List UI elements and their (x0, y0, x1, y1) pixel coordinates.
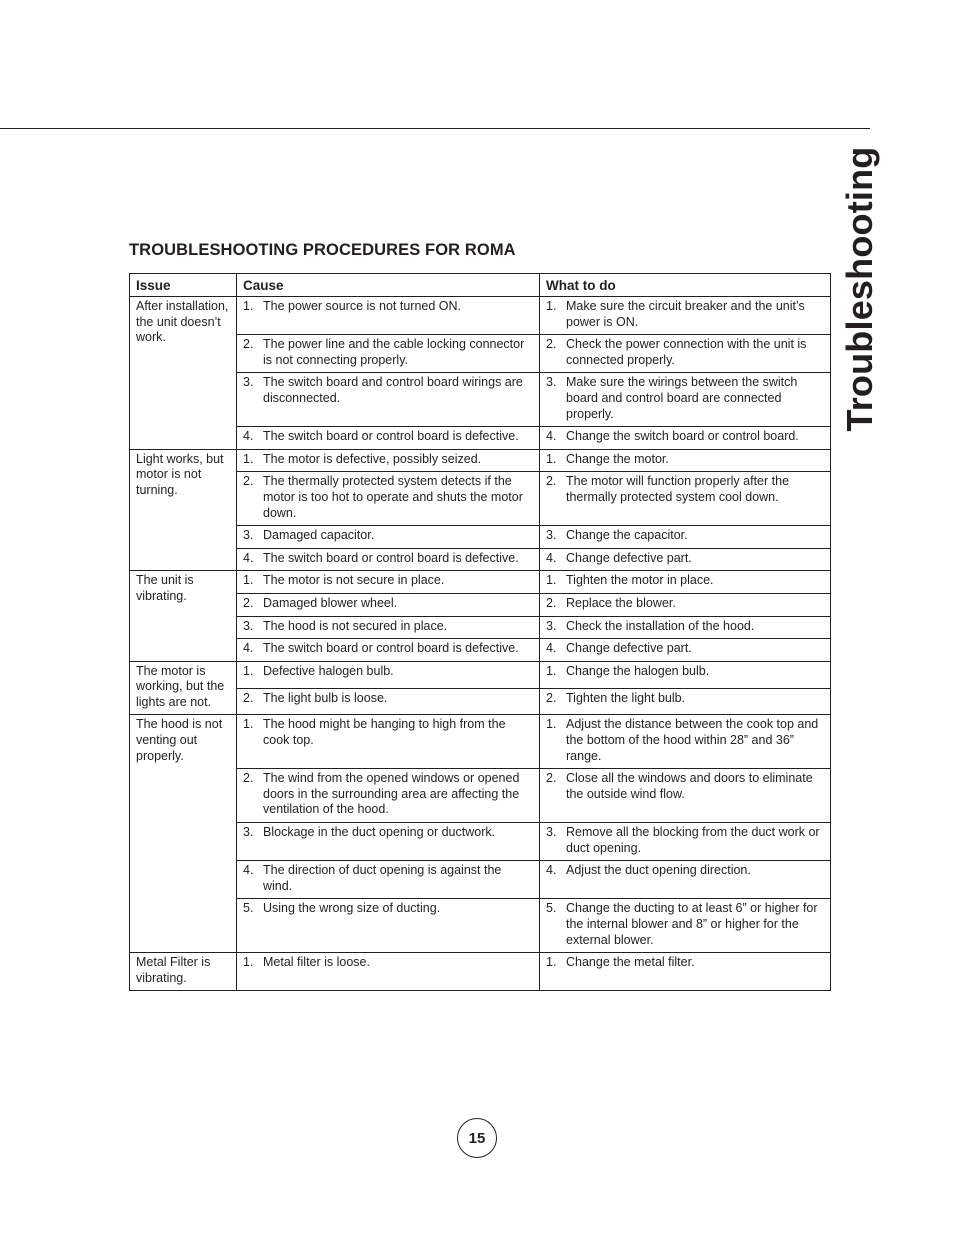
cause-cell (237, 769, 540, 823)
cause-text: The power line and the cable locking connector is not connecting properly. (263, 337, 525, 367)
what-to-do-text: Make sure the wirings between the switch board and control board are connected properly. (566, 375, 798, 421)
what-to-do-cell (540, 715, 831, 769)
what-to-do-text: Tighten the light bulb. (566, 690, 686, 705)
what-to-do-text: Change the motor. (566, 451, 669, 466)
top-rule (0, 128, 870, 129)
cause-cell (237, 373, 540, 427)
cause-cell (237, 661, 540, 688)
what-to-do-cell (540, 616, 831, 639)
cause-text: The direction of duct opening is against the wind. (263, 863, 502, 893)
what-to-do-text: Change defective part. (566, 641, 692, 656)
issue-cell: The unit is vibrating. (130, 571, 237, 661)
item-number: 4. (546, 641, 557, 656)
cause-text: Damaged blower wheel. (263, 595, 398, 610)
item-number: 2. (243, 595, 254, 610)
item-number: 1. (243, 955, 254, 970)
cause-text: The light bulb is loose. (263, 690, 388, 705)
side-section-title (838, 146, 882, 432)
what-to-do-cell (540, 373, 831, 427)
item-number: 1. (243, 663, 254, 678)
item-number: 1. (243, 717, 254, 732)
item-number: 1. (546, 299, 557, 313)
cause-text: Using the wrong size of ducting. (263, 901, 441, 916)
item-number: 2. (546, 474, 557, 489)
what-to-do-text: Adjust the duct opening direction. (566, 863, 751, 878)
what-to-do-cell (540, 449, 831, 472)
item-number: 3. (546, 375, 557, 390)
item-number: 2. (243, 771, 254, 786)
cause-text: The wind from the opened windows or opened doors in the surrounding area are affecting the ventilation of the hood. (263, 771, 520, 817)
item-number: 3. (243, 825, 254, 840)
issue-cell: The hood is not venting out properly. (130, 715, 237, 953)
table-row (130, 449, 831, 472)
troubleshooting-table (129, 273, 831, 991)
what-to-do-text: Change the switch board or control board. (566, 429, 799, 444)
cause-text: The switch board or control board is defective. (263, 550, 519, 565)
issue-cell: Light works, but motor is not turning. (130, 449, 237, 571)
cause-text: The switch board and control board wirings are disconnected. (263, 375, 523, 405)
table-row (130, 953, 831, 991)
cause-cell (237, 427, 540, 450)
page-number: 15 (468, 1129, 486, 1147)
what-to-do-text: Change the capacitor. (566, 528, 688, 543)
what-to-do-cell (540, 526, 831, 549)
what-to-do-cell (540, 571, 831, 594)
cause-text: Blockage in the duct opening or ductwork. (263, 825, 496, 840)
cause-cell (237, 526, 540, 549)
table-row (130, 571, 831, 594)
item-number: 1. (243, 299, 254, 313)
what-to-do-text: Close all the windows and doors to eliminate the outside wind flow. (566, 771, 813, 801)
cause-cell (237, 616, 540, 639)
item-number: 1. (546, 451, 557, 466)
item-number: 2. (546, 595, 557, 610)
cause-cell (237, 899, 540, 953)
header-issue: Issue (130, 274, 237, 297)
what-to-do-cell (540, 953, 831, 991)
table-body (130, 297, 831, 991)
item-number: 1. (546, 573, 557, 588)
cause-cell (237, 548, 540, 571)
item-number: 3. (546, 618, 557, 633)
cause-cell (237, 639, 540, 662)
cause-cell (237, 823, 540, 861)
cause-cell (237, 335, 540, 373)
cause-cell (237, 861, 540, 899)
issue-cell: The motor is working, but the lights are not. (130, 661, 237, 715)
what-to-do-cell (540, 861, 831, 899)
item-number: 4. (243, 863, 254, 878)
item-number: 1. (546, 955, 557, 970)
what-to-do-cell (540, 297, 831, 335)
header-cause: Cause (237, 274, 540, 297)
item-number: 3. (243, 375, 254, 390)
what-to-do-text: Tighten the motor in place. (566, 573, 714, 588)
cause-text: Damaged capacitor. (263, 528, 375, 543)
cause-cell (237, 472, 540, 526)
what-to-do-text: Change the metal filter. (566, 955, 695, 970)
item-number: 4. (243, 429, 254, 444)
item-number: 4. (243, 550, 254, 565)
what-to-do-text: The motor will function properly after the thermally protected system cool down. (566, 474, 790, 504)
what-to-do-text: Make sure the circuit breaker and the unit’s power is ON. (566, 299, 805, 329)
what-to-do-cell (540, 661, 831, 688)
what-to-do-text: Change defective part. (566, 550, 692, 565)
cause-text: The hood might be hanging to high from the cook top. (263, 717, 506, 748)
cause-cell (237, 593, 540, 616)
cause-cell (237, 449, 540, 472)
header-what-to-do: What to do (540, 274, 831, 297)
what-to-do-cell (540, 548, 831, 571)
item-number: 1. (546, 717, 557, 732)
what-to-do-text: Check the power connection with the unit is connected properly. (566, 337, 807, 367)
item-number: 3. (243, 528, 254, 543)
table-header-row (130, 274, 831, 297)
table-row (130, 297, 831, 335)
table-row (130, 715, 831, 769)
cause-text: The switch board or control board is defective. (263, 641, 519, 656)
item-number: 3. (243, 618, 254, 633)
cause-text: Defective halogen bulb. (263, 663, 394, 678)
what-to-do-text: Replace the blower. (566, 595, 676, 610)
item-number: 4. (546, 429, 557, 444)
what-to-do-cell (540, 472, 831, 526)
cause-text: The thermally protected system detects if the motor is too hot to operate and shuts the motor down. (263, 474, 523, 520)
cause-cell (237, 297, 540, 335)
issue-cell: Metal Filter is vibrating. (130, 953, 237, 991)
what-to-do-text: Adjust the distance between the cook top and the bottom of the hood within 28” and 36” range. (566, 717, 819, 763)
page-number-badge (457, 1118, 497, 1158)
item-number: 2. (243, 474, 254, 489)
item-number: 3. (546, 528, 557, 543)
item-number: 5. (243, 901, 254, 916)
cause-text: The motor is not secure in place. (263, 573, 445, 588)
what-to-do-cell (540, 899, 831, 953)
page-heading: TROUBLESHOOTING PROCEDURES FOR ROMA (129, 241, 516, 259)
item-number: 2. (546, 690, 557, 705)
item-number: 2. (243, 690, 254, 705)
item-number: 4. (546, 863, 557, 878)
cause-cell (237, 688, 540, 715)
item-number: 2. (546, 337, 557, 352)
cause-cell (237, 571, 540, 594)
what-to-do-cell (540, 335, 831, 373)
cause-cell (237, 953, 540, 991)
cause-text: Metal filter is loose. (263, 955, 370, 970)
what-to-do-cell (540, 823, 831, 861)
table-row (130, 661, 831, 688)
item-number: 1. (243, 573, 254, 588)
item-number: 4. (546, 550, 557, 565)
item-number: 2. (546, 771, 557, 786)
what-to-do-cell (540, 427, 831, 450)
what-to-do-text: Change the halogen bulb. (566, 663, 710, 678)
item-number: 1. (243, 451, 254, 466)
side-section-title-text: Troubleshooting (839, 146, 880, 432)
item-number: 1. (546, 663, 557, 678)
cause-text: The power source is not turned ON. (263, 299, 462, 313)
item-number: 3. (546, 825, 557, 840)
what-to-do-cell (540, 688, 831, 715)
what-to-do-text: Check the installation of the hood. (566, 618, 755, 633)
cause-text: The hood is not secured in place. (263, 618, 448, 633)
what-to-do-text: Change the ducting to at least 6” or higher for the internal blower and 8” or higher for the external blower. (566, 901, 818, 947)
item-number: 4. (243, 641, 254, 656)
cause-cell (237, 715, 540, 769)
what-to-do-cell (540, 593, 831, 616)
cause-text: The motor is defective, possibly seized. (263, 451, 482, 466)
item-number: 5. (546, 901, 557, 916)
item-number: 2. (243, 337, 254, 352)
issue-cell: After installation, the unit doesn’t work. (130, 297, 237, 450)
what-to-do-text: Remove all the blocking from the duct work or duct opening. (566, 825, 820, 855)
what-to-do-cell (540, 639, 831, 662)
cause-text: The switch board or control board is defective. (263, 429, 519, 444)
what-to-do-cell (540, 769, 831, 823)
